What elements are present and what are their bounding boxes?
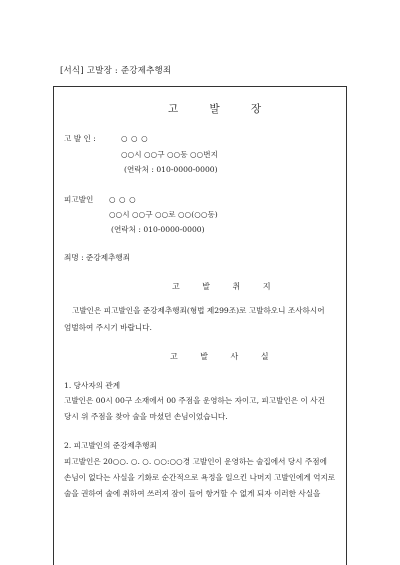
- accused-contact: (연락처 : 010-0000-0000): [111, 225, 205, 234]
- section-line: 고발인은 00시 00구 소재에서 00 주점을 운영하는 자이고, 피고발인은 이 사건: [64, 396, 325, 405]
- charge-line: 죄명 : 준강제추행죄: [64, 253, 131, 262]
- complainant-contact: (연락처 : 010-0000-0000): [124, 165, 218, 174]
- purpose-heading: 고 발 취 지: [172, 282, 281, 291]
- purpose-line: 고발인은 피고발인을 준강제추행죄(형법 제299조)로 고발하오니 조사하시어: [72, 306, 325, 315]
- complainant-address: ○○시 ○○구 ○○동 ○○번지: [121, 150, 218, 159]
- complainant-name: ○ ○ ○: [121, 134, 149, 143]
- complainant-label: 고 발 인 :: [64, 134, 96, 143]
- section-heading: 1. 당사자의 관계: [64, 381, 121, 390]
- section-line: 손님이 없다는 사실을 기화로 순간적으로 욕정을 일으킨 나머지 고발인에게 억지로: [64, 473, 336, 482]
- document-title: 고 발 장: [168, 103, 276, 115]
- accused-label: 피고발인: [64, 195, 94, 204]
- accused-address: ○○시 ○○구 ○○로 ○○(○○동): [109, 210, 218, 219]
- section-heading: 2. 피고발인의 준강제추행죄: [64, 441, 157, 450]
- section-line: 피고발인은 20○○. ○. ○. ○○:○○경 고발인이 운영하는 술집에서 당시 주점에: [64, 457, 327, 466]
- section-line: 당시 위 주점을 찾아 술을 마셨던 손님이었습니다.: [64, 412, 228, 421]
- section-line: 술을 권하여 술에 취하여 쓰러져 잠이 들어 항거할 수 없게 되자 이러한 사실을: [64, 489, 321, 498]
- form-tag: [서식] 고발장 : 준강제추행죄: [60, 66, 172, 76]
- facts-heading: 고 발 사 실: [170, 352, 279, 361]
- purpose-line: 엄벌하여 주시기 바랍니다.: [64, 323, 152, 332]
- accused-name: ○ ○ ○: [109, 195, 137, 204]
- complaint-document: [53, 86, 347, 565]
